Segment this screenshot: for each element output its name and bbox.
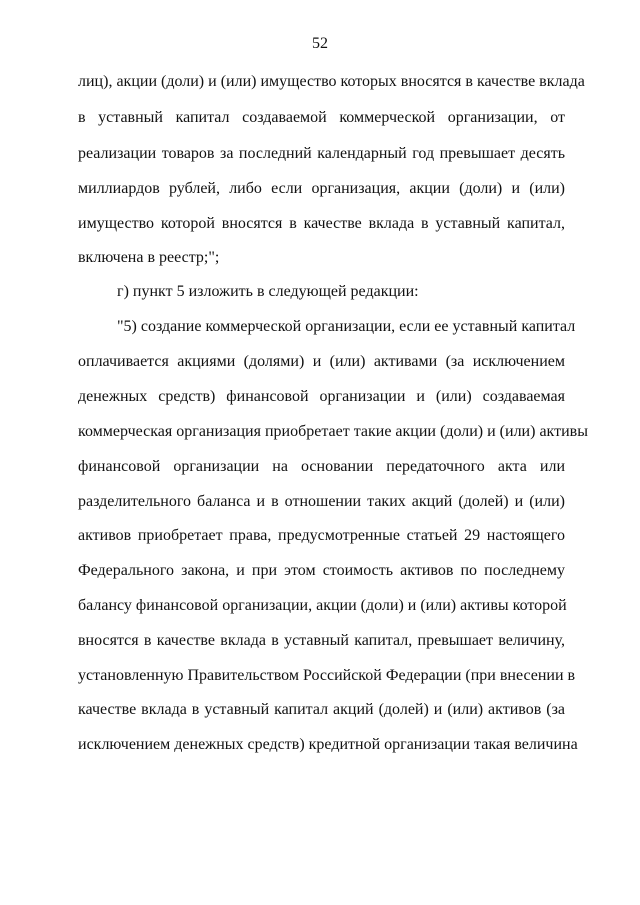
text-line: вносятся в качестве вклада в уставный капитал, превышает величину, [78, 632, 565, 649]
text-line: включена в реестр;"; [78, 249, 220, 266]
text-line: "5) создание коммерческой организации, если ее уставный капитал [117, 318, 576, 335]
text-line: финансовой организации на основании передаточного акта или [78, 458, 565, 475]
text-line: коммерческая организация приобретает такие акции (доли) и (или) активы [78, 423, 588, 440]
text-line: лиц), акции (доли) и (или) имущество которых вносятся в качестве вклада [78, 73, 585, 90]
page-number: 52 [312, 35, 328, 52]
text-line: денежных средств) финансовой организации и (или) создаваемая [78, 388, 565, 405]
paragraph-heading: г) пункт 5 изложить в следующей редакции: [117, 283, 419, 300]
text-line: исключением денежных средств) кредитной организации такая величина [78, 736, 578, 753]
text-line: Федерального закона, и при этом стоимость активов по последнему [78, 562, 565, 579]
text-line: в уставный капитал создаваемой коммерческой организации, от [78, 109, 565, 126]
text-line: разделительного баланса и в отношении таких акций (долей) и (или) [78, 493, 565, 510]
text-line: балансу финансовой организации, акции (доли) и (или) активы которой [78, 597, 567, 614]
text-line: установленную Правительством Российской Федерации (при внесении в [78, 667, 576, 684]
text-line: качестве вклада в уставный капитал акций (долей) и (или) активов (за [78, 701, 565, 718]
text-line: оплачивается акциями (долями) и (или) активами (за исключением [78, 353, 565, 370]
text-line: реализации товаров за последний календарный год превышает десять [78, 145, 565, 162]
text-line: миллиардов рублей, либо если организация, акции (доли) и (или) [78, 180, 565, 197]
text-line: активов приобретает права, предусмотренные статьей 29 настоящего [78, 527, 565, 544]
text-line: имущество которой вносятся в качестве вклада в уставный капитал, [78, 215, 565, 232]
